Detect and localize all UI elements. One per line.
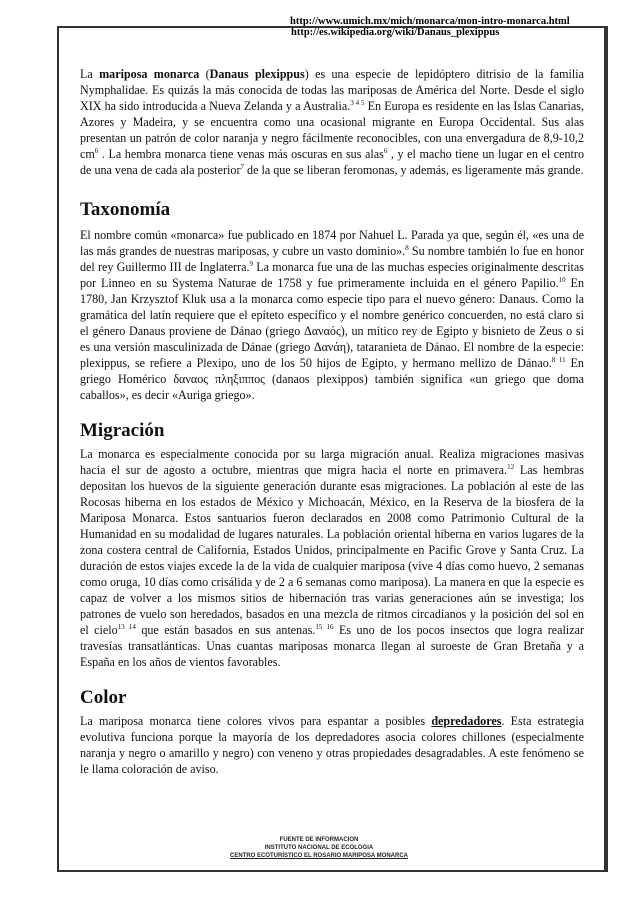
migration-text: Las hembras depositan los huevos de la siguiente generación durante esas migraciones. La población al este de las Rocosas hiberna en los estados de México y Michoacán, México, en la Reserva de la biosfera de la Mariposa Monarca. Estos santuarios fueron declarados en 2008 como Patrimonio Cultural de la Humanidad en su modalidad de lugares naturales. La población oriental hiberna en varios lugares de la zona costera central de California, Estados Unidos, principalmente en Pacific Grove y Santa Cruz. La duración de estos viajes excede la de la vida de cualquier mariposa (vive 4 días como huevo, 2 semanas como oruga, 10 días como crisálida y de 2 a 6 semanas como mariposa). La manera en que la especie es capaz de volver a los mismos sitios de hibernación tras varias generaciones aún se investiga; los patrones de vuelo son heredados, basados en una mezcla de ritmos circadianos y la posición del sol en el cielo [80, 463, 584, 637]
citation-ref[interactable]: 8 [405, 244, 409, 252]
document-body [80, 66, 584, 777]
footer-line-institute: INSTITUTO NACIONAL DE ECOLOGIA [264, 845, 374, 851]
citation-ref[interactable]: 13 14 [117, 623, 136, 631]
intro-text: , y el macho tiene un lugar en el centro de una vena de cada ala posterior [80, 147, 584, 177]
taxonomy-text: En griego Homérico δαναος πληξιππος (danaos plexippos) también significa «un griego que doma caballos», es decir «Auriga griego». [80, 356, 584, 402]
citation-ref[interactable]: 3 4 5 [350, 99, 365, 107]
intro-text: . La hembra monarca tiene venas más oscuras en sus alas [98, 147, 384, 161]
taxonomy-paragraph [80, 227, 584, 403]
citation-ref[interactable]: 9 [249, 260, 254, 268]
heading-taxonomia: Taxonomía [80, 199, 171, 220]
color-paragraph [80, 713, 584, 777]
taxonomy-text: La monarca fue una de las muchas especies originalmente descritas por Linneo en su Systema Naturae de 1758 y fue primeramente incluida en el género Papilio. [80, 260, 584, 290]
taxonomy-text: El nombre común «monarca» fue publicado en 1874 por Nahuel L. Parada ya que, según él, «es una de las más grandes de nuestras mariposas, y cubre un vasto dominio». [80, 228, 584, 258]
page-footer [0, 836, 638, 860]
taxonomy-text: En 1780, Jan Krzysztof Kluk usa a la monarca como especie tipo para el nuevo género: Danaus. Como la gramática del latín requiere que el epíteto específico y el nombre genérico concuerden, no está claro si el género Danaus proviene de Dánao (griego Δαναός), un mítico rey de Egipto y bisnieto de Zeus o si es una versión masculinizada de Dánae (griego Δανάη), tataranieta de Dánao. El nombre de la especie: plexippus, se refiere a Plexipo, uno de los 50 hijos de Egipto, y hermano mellizo de Dánao. [80, 276, 584, 370]
term-mariposa-monarca: mariposa monarca [99, 67, 200, 81]
color-text: La mariposa monarca tiene colores vivos para espantar a posibles [80, 714, 432, 728]
migration-paragraph [80, 446, 584, 670]
source-url-1[interactable]: http://www.umich.mx/mich/monarca/mon-intro-monarca.html [290, 16, 570, 27]
color-text: . Esta estrategia evolutiva funciona porque la mayoría de los depredadores asocia colores chillones (especialmente naranja y negro o amarillo y negro) con veneno y otras propiedades desagradables. A este fenómeno se le llama coloración de aviso. [80, 714, 584, 776]
migration-text: Es uno de los pocos insectos que logra realizar travesías transatlánticas. Unas cuantas mariposas monarca llegan al suroeste de Gran Bretaña y a España en los años de vientos favorables. [80, 623, 585, 669]
intro-text: ( [199, 67, 210, 81]
migration-text: que están basados en sus antenas. [135, 623, 316, 637]
intro-text: La [80, 67, 100, 81]
footer-line-source: FUENTE DE INFORMACION [279, 837, 359, 843]
footer-line-center: CENTRO ECOTURÍSTICO EL ROSARIO MARIPOSA MONARCA [229, 853, 408, 859]
intro-text: En Europa es residente en las Islas Canarias, Azores y Madeira, y se encuentra como una ocasional migrante en Europa Occidental. Sus alas presentan un patrón de color naranja y negro fácilmente reconocibles, con una envergadura de 8,9-10,2 cm [80, 99, 584, 161]
citation-ref[interactable]: 15 16 [315, 623, 334, 631]
heading-migracion: Migración [80, 420, 165, 441]
citation-ref[interactable]: 8 11 [551, 356, 566, 364]
intro-paragraph [80, 66, 584, 178]
source-url-2[interactable]: http://es.wikipedia.org/wiki/Danaus_plexippus [291, 27, 500, 38]
term-danaus-plexippus: Danaus plexippus [209, 67, 305, 81]
citation-ref[interactable]: 12 [507, 463, 515, 471]
citation-ref[interactable]: 7 [240, 163, 244, 171]
link-depredadores[interactable]: depredadores [431, 714, 502, 728]
citation-ref[interactable]: 10 [558, 276, 566, 284]
heading-color: Color [80, 687, 127, 708]
taxonomy-text: Su nombre también lo fue en honor del rey Guillermo III de Inglaterra. [80, 244, 584, 274]
citation-ref[interactable]: 6 [94, 147, 99, 155]
intro-text: ) es una especie de lepidóptero ditrisio de la familia Nymphalidae. Es quizás la más conocida de todas las mariposas de América del Norte. Desde el siglo XIX ha sido introducida a Nueva Zelanda y a Australia. [80, 67, 585, 113]
migration-text: La monarca es especialmente conocida por su larga migración anual. Realiza migraciones masivas hacia el sur de agosto a octubre, mientras que migra hacia el norte en primavera. [80, 447, 584, 477]
citation-ref[interactable]: 6 [383, 147, 388, 155]
intro-text: de la que se liberan feromonas, y además, es ligeramente más grande. [244, 163, 584, 177]
